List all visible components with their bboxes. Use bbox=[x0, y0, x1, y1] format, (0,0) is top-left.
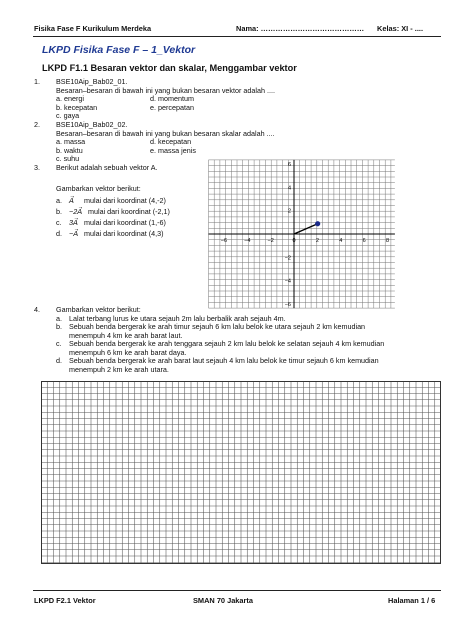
q1-number: 1. bbox=[34, 77, 40, 86]
q1-code: BSE10Aip_Bab02_01. bbox=[56, 77, 128, 86]
q2-code: BSE10Aip_Bab02_02. bbox=[56, 120, 128, 129]
q3-item-d-text: mulai dari koordinat (4,3) bbox=[84, 229, 164, 238]
vector-a-line bbox=[294, 224, 318, 234]
y-tick-label: −4 bbox=[284, 278, 291, 285]
q3-stem: Berikut adalah sebuah vektor A. bbox=[56, 163, 158, 172]
footer-left: LKPD F2.1 Vektor bbox=[34, 596, 96, 605]
q3-number: 3. bbox=[34, 163, 40, 172]
x-tick-label: −4 bbox=[244, 238, 251, 244]
y-tick-label: −2 bbox=[284, 255, 291, 262]
footer-rule bbox=[33, 590, 441, 591]
q4-item-c-line1: Sebuah benda bergerak ke arah tenggara sejauh 2 km lalu belok ke selatan sejauh 4 km kemudian bbox=[69, 339, 385, 348]
q4-item-c-line2: menempuh 6 km ke arah barat daya. bbox=[69, 347, 187, 357]
q2-stem: Besaran–besaran di bawah ini yang bukan besaran skalar adalah .... bbox=[56, 128, 275, 138]
q3-item-c-vector: 3A⃗ bbox=[69, 218, 78, 227]
y-tick-label: 4 bbox=[287, 185, 291, 192]
header-name-field: Nama: …………………………………… bbox=[236, 24, 365, 33]
q3-item-d-vector: −A⃗ bbox=[69, 229, 79, 238]
footer-page: Halaman 1 / 6 bbox=[388, 596, 436, 605]
q4-number: 4. bbox=[34, 305, 40, 314]
q4-item-d-letter: d. bbox=[56, 356, 62, 365]
x-tick-label: −2 bbox=[267, 238, 274, 244]
q4-item-b-line2: menempuh 4 km ke arah barat laut. bbox=[69, 330, 183, 340]
q3-instruction: Gambarkan vektor berikut: bbox=[56, 184, 141, 193]
q3-item-a-vector: A⃗ bbox=[69, 196, 74, 205]
y-tick-label: 6 bbox=[287, 161, 291, 168]
q2-option-d: d. kecepatan bbox=[150, 137, 192, 146]
x-tick-label: 2 bbox=[315, 238, 319, 244]
header-rule bbox=[33, 36, 441, 37]
q2-option-c: c. suhu bbox=[56, 154, 80, 163]
footer-center: SMAN 70 Jakarta bbox=[193, 596, 253, 605]
q3-item-a-text: mulai dari koordinat (4,-2) bbox=[84, 196, 166, 205]
q4-item-d-line1: Sebuah benda bergerak ke arah barat laut sejauh 4 km lalu belok ke timur sejauh 6 km kemudian bbox=[69, 356, 379, 365]
q2-option-a: a. massa bbox=[56, 137, 86, 146]
q1-option-b: b. kecepatan bbox=[56, 102, 98, 112]
q1-option-e: e. percepatan bbox=[150, 102, 194, 112]
q2-number: 2. bbox=[34, 120, 40, 129]
y-tick-label: −6 bbox=[284, 302, 291, 309]
q4-item-c-letter: c. bbox=[56, 339, 62, 348]
header-subject: Fisika Fase F Kurikulum Merdeka bbox=[34, 24, 152, 33]
q1-stem: Besaran–besaran di bawah ini yang bukan besaran vektor adalah .... bbox=[56, 85, 275, 95]
q3-item-c-text: mulai dari koordinat (1,-6) bbox=[84, 218, 166, 227]
q4-item-a-letter: a. bbox=[56, 313, 62, 323]
q3-item-b-vector: −2A⃗ bbox=[69, 207, 83, 216]
x-tick-label: −6 bbox=[220, 238, 228, 244]
x-tick-label: 6 bbox=[362, 238, 366, 244]
header-class-field: Kelas: XI - .... bbox=[377, 24, 424, 33]
q4-item-b-letter: b. bbox=[56, 322, 62, 331]
x-tick-label: 8 bbox=[385, 238, 390, 244]
q3-item-b-letter: b. bbox=[56, 207, 62, 216]
q1-option-d: d. momentum bbox=[150, 94, 194, 103]
q1-option-a: a. energi bbox=[56, 94, 84, 103]
q2-option-e: e. massa jenis bbox=[150, 145, 196, 155]
y-tick-label: 2 bbox=[287, 208, 291, 215]
q4-item-d-line2: menempuh 2 km ke arah utara. bbox=[69, 364, 169, 374]
grid-paper bbox=[41, 381, 441, 564]
q1-option-c: c. gaya bbox=[56, 111, 80, 120]
q4-item-b-line1: Sebuah benda bergerak ke arah timur sejauh 6 km lalu belok ke utara sejauh 2 km kemudian bbox=[69, 322, 366, 331]
q3-item-b-text: mulai dari koordinat (-2,1) bbox=[88, 207, 170, 216]
x-tick-label: 4 bbox=[339, 238, 343, 244]
q4-item-a-line1: Lalat terbang lurus ke utara sejauh 2m lalu berbalik arah sejauh 4m. bbox=[69, 313, 286, 323]
x-tick-label: 0 bbox=[292, 238, 296, 244]
q3-item-d-letter: d. bbox=[56, 229, 62, 238]
section-title: LKPD F1.1 Besaran vektor dan skalar, Menggambar vektor bbox=[42, 63, 297, 73]
coordinate-graph bbox=[205, 158, 411, 310]
q3-item-c-letter: c. bbox=[56, 218, 62, 227]
q4-stem: Gambarkan vektor berikut: bbox=[56, 305, 141, 314]
q3-item-a-letter: a. bbox=[56, 196, 62, 205]
vector-a-head bbox=[315, 221, 320, 226]
q2-option-b: b. waktu bbox=[56, 145, 83, 155]
lkpd-title: LKPD Fisika Fase F – 1_Vektor bbox=[42, 44, 196, 56]
